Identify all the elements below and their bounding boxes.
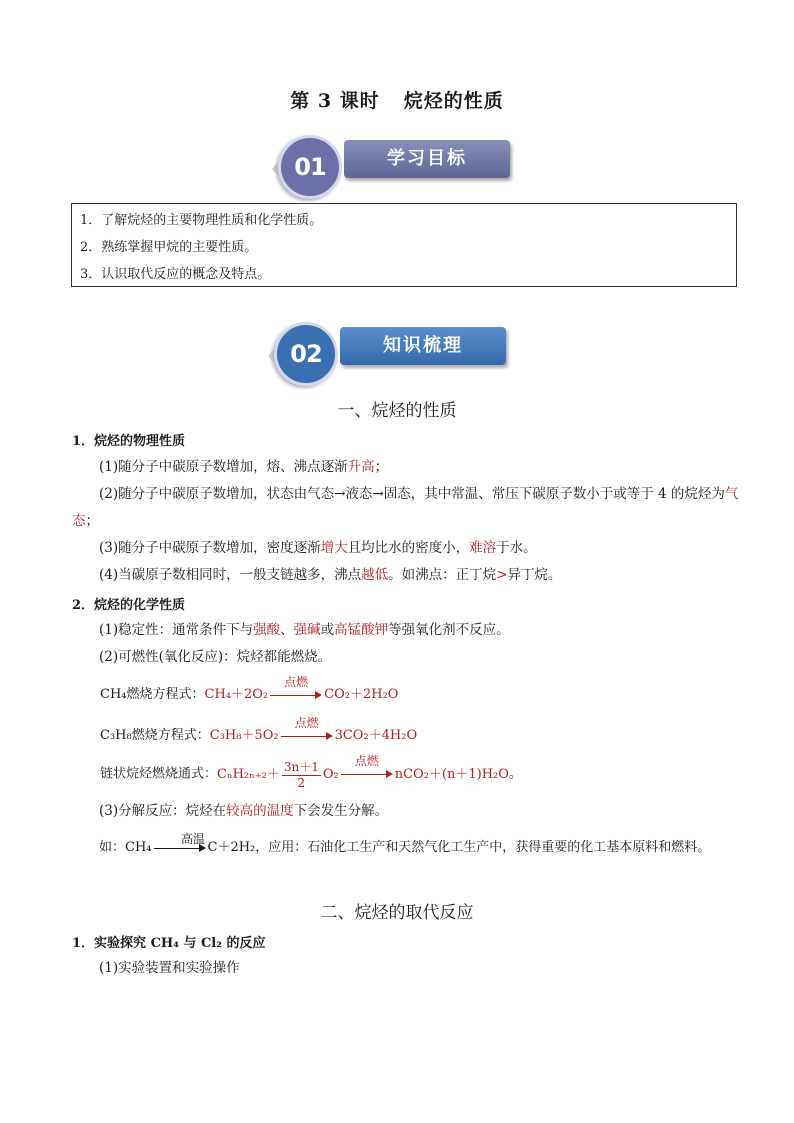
chemical-point-3: (3)分解反应：烷烃在较高的温度下会发生分解。 bbox=[99, 803, 389, 819]
answer-text: 难溶 bbox=[469, 540, 497, 556]
banner-knowledge-review bbox=[268, 322, 522, 382]
reaction-arrow: 高温 bbox=[154, 840, 206, 856]
answer-text: 高锰酸钾 bbox=[334, 622, 389, 638]
fraction: $\frac{3n+1}{2}$ bbox=[283, 760, 319, 790]
goal-item: 3．认识取代反应的概念及特点。 bbox=[80, 267, 271, 282]
physical-point-1: (1)随分子中碳原子数增加，熔、沸点逐渐升高； bbox=[99, 459, 389, 475]
reaction-arrow: 点燃 bbox=[270, 687, 322, 703]
banner-number: 01 bbox=[278, 135, 342, 199]
equation-text: C₃H₈＋5O₂ 点燃 3CO₂＋4H₂O bbox=[209, 715, 418, 743]
answer-text: 强碱 bbox=[293, 622, 321, 638]
answer-text: 较高的温度 bbox=[226, 803, 294, 819]
answer-text: 强酸 bbox=[253, 622, 281, 638]
equation-c3h8: C₃H₈燃烧方程式：C₃H₈＋5O₂ 点燃 3CO₂＋4H₂O bbox=[100, 715, 418, 743]
lesson-number: 第 3 课时 bbox=[290, 90, 380, 112]
physical-point-3: (3)随分子中碳原子数增加，密度逐渐增大且均比水的密度小，难溶于水。 bbox=[99, 540, 537, 556]
answer-text: 增大 bbox=[320, 540, 348, 556]
answer-text: 越低 bbox=[361, 567, 389, 583]
goal-item: 1．了解烷烃的主要物理性质和化学性质。 bbox=[80, 213, 323, 228]
equation-general: 链状烷烃燃烧通式：CₙH₂ₙ₊₂＋ $\frac{3n+1}{2}$ O₂ 点燃 nCO₂＋(n＋1)H₂O。 bbox=[100, 754, 522, 790]
decomposition-example: 如：CH₄ 高温 C＋2H₂，应用：石油化工生产和天然气化工生产中，获得重要的化工基本原料和燃料。 bbox=[99, 831, 711, 855]
physical-point-4: (4)当碳原子数相同时，一般支链越多，沸点越低。如沸点：正丁烷>异丁烷。 bbox=[99, 567, 562, 583]
answer-text: 气态 bbox=[72, 486, 739, 529]
equation-ch4: CH₄燃烧方程式：CH₄＋2O₂ 点燃 CO₂＋2H₂O bbox=[100, 674, 399, 702]
banner-label: 知识梳理 bbox=[340, 327, 506, 365]
section-heading: 二、烷烃的取代反应 bbox=[320, 903, 474, 923]
sub-heading-physical: 1．烷烃的物理性质 bbox=[72, 434, 186, 449]
goal-item: 2．熟练掌握甲烷的主要性质。 bbox=[80, 240, 258, 255]
equation-text: CₙH₂ₙ₊₂＋ $\frac{3n+1}{2}$ O₂ 点燃 nCO₂＋(n＋1)H₂O bbox=[217, 754, 509, 790]
banner-learning-goals bbox=[272, 135, 522, 195]
banner-label: 学习目标 bbox=[344, 140, 510, 178]
lesson-title: 烷烃的性质 bbox=[403, 90, 504, 112]
physical-point-2: (2)随分子中碳原子数增加，状态由气态→液态→固态，其中常温、常压下碳原子数小于或等于 4 的烷烃为气态； bbox=[72, 486, 739, 529]
goals-box bbox=[71, 203, 737, 287]
chemical-point-2: (2)可燃性(氧化反应)：烷烃都能燃烧。 bbox=[99, 649, 332, 665]
sub-heading-experiment: 1．实验探究 CH₄ 与 Cl₂ 的反应 bbox=[72, 936, 266, 951]
banner-number: 02 bbox=[274, 322, 338, 386]
chemical-point-1: (1)稳定性：通常条件下与强酸、强碱或高锰酸钾等强氧化剂不反应。 bbox=[99, 622, 510, 638]
answer-text: 升高 bbox=[347, 459, 375, 475]
experiment-point-1: (1)实验装置和实验操作 bbox=[99, 960, 240, 976]
reaction-arrow: 点燃 bbox=[281, 728, 333, 744]
section-heading: 一、烷烃的性质 bbox=[337, 401, 457, 421]
reaction-arrow: 点燃 bbox=[341, 766, 393, 782]
sub-heading-chemical: 2．烷烃的化学性质 bbox=[72, 598, 186, 613]
equation-text: CH₄＋2O₂ 点燃 CO₂＋2H₂O bbox=[204, 674, 399, 702]
answer-text: > bbox=[496, 567, 508, 583]
page-title bbox=[0, 86, 794, 113]
